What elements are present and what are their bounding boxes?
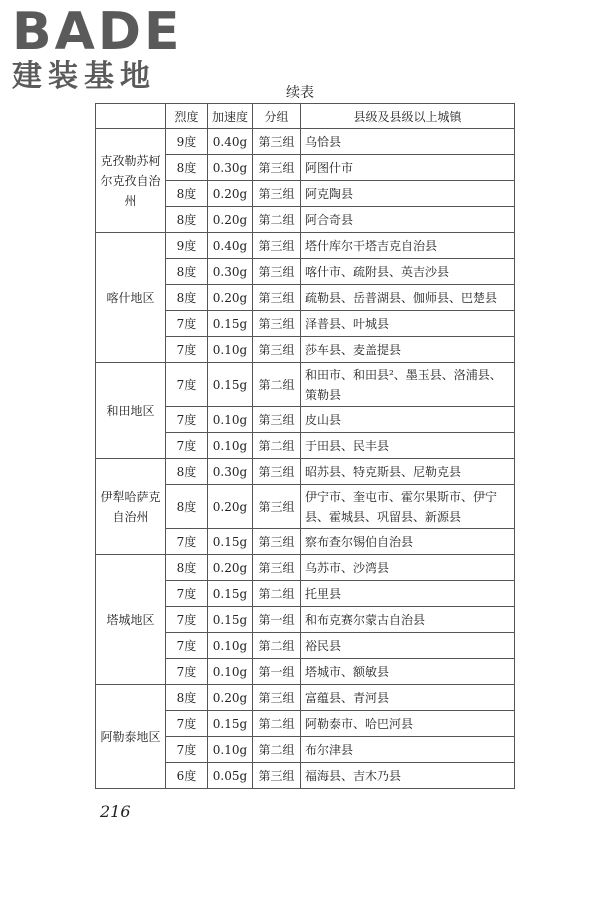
acceleration-cell: 0.15g xyxy=(208,581,253,607)
intensity-cell: 7度 xyxy=(166,581,208,607)
table-row xyxy=(96,233,515,259)
places-cell: 莎车县、麦盖提县 xyxy=(301,337,515,363)
places-cell: 塔城市、额敏县 xyxy=(301,659,515,685)
places-cell: 富蕴县、青河县 xyxy=(301,685,515,711)
intensity-cell: 8度 xyxy=(166,459,208,485)
intensity-cell: 9度 xyxy=(166,233,208,259)
acceleration-cell: 0.40g xyxy=(208,129,253,155)
group-cell: 第三组 xyxy=(253,155,301,181)
acceleration-cell: 0.20g xyxy=(208,285,253,311)
acceleration-cell: 0.15g xyxy=(208,607,253,633)
acceleration-cell: 0.30g xyxy=(208,459,253,485)
intensity-cell: 6度 xyxy=(166,763,208,789)
places-cell: 阿合奇县 xyxy=(301,207,515,233)
intensity-cell: 7度 xyxy=(166,529,208,555)
region-name: 喀什地区 xyxy=(96,233,166,363)
group-cell: 第二组 xyxy=(253,737,301,763)
acceleration-cell: 0.15g xyxy=(208,711,253,737)
acceleration-cell: 0.30g xyxy=(208,259,253,285)
intensity-cell: 7度 xyxy=(166,363,208,407)
places-cell: 乌苏市、沙湾县 xyxy=(301,555,515,581)
places-cell: 乌恰县 xyxy=(301,129,515,155)
intensity-cell: 8度 xyxy=(166,155,208,181)
seismic-table xyxy=(95,103,515,789)
table-row xyxy=(96,363,515,407)
places-cell: 皮山县 xyxy=(301,407,515,433)
intensity-cell: 8度 xyxy=(166,207,208,233)
acceleration-cell: 0.15g xyxy=(208,529,253,555)
group-cell: 第三组 xyxy=(253,129,301,155)
table-row xyxy=(96,459,515,485)
places-cell: 布尔津县 xyxy=(301,737,515,763)
intensity-cell: 7度 xyxy=(166,337,208,363)
group-cell: 第三组 xyxy=(253,233,301,259)
places-cell: 阿勒泰市、哈巴河县 xyxy=(301,711,515,737)
group-cell: 第三组 xyxy=(253,529,301,555)
column-header-region xyxy=(96,104,166,129)
places-cell: 和布克赛尔蒙古自治县 xyxy=(301,607,515,633)
table-caption: 续表 xyxy=(286,85,314,101)
page-number: 216 xyxy=(100,802,131,821)
places-cell: 福海县、吉木乃县 xyxy=(301,763,515,789)
group-cell: 第二组 xyxy=(253,581,301,607)
group-cell: 第三组 xyxy=(253,181,301,207)
table-body xyxy=(96,129,515,789)
intensity-cell: 7度 xyxy=(166,607,208,633)
places-cell: 裕民县 xyxy=(301,633,515,659)
column-header-acceleration: 加速度 xyxy=(208,104,253,129)
acceleration-cell: 0.20g xyxy=(208,555,253,581)
group-cell: 第三组 xyxy=(253,685,301,711)
logo-wordmark: BADE xyxy=(12,2,183,62)
acceleration-cell: 0.20g xyxy=(208,207,253,233)
region-name: 塔城地区 xyxy=(96,555,166,685)
places-cell: 喀什市、疏附县、英吉沙县 xyxy=(301,259,515,285)
group-cell: 第二组 xyxy=(253,363,301,407)
intensity-cell: 8度 xyxy=(166,259,208,285)
region-name: 伊犁哈萨克自治州 xyxy=(96,459,166,555)
places-cell: 昭苏县、特克斯县、尼勒克县 xyxy=(301,459,515,485)
group-cell: 第三组 xyxy=(253,485,301,529)
intensity-cell: 8度 xyxy=(166,485,208,529)
group-cell: 第三组 xyxy=(253,311,301,337)
table-row xyxy=(96,129,515,155)
group-cell: 第三组 xyxy=(253,555,301,581)
acceleration-cell: 0.10g xyxy=(208,737,253,763)
places-cell: 泽普县、叶城县 xyxy=(301,311,515,337)
places-cell: 于田县、民丰县 xyxy=(301,433,515,459)
table-row xyxy=(96,685,515,711)
region-name: 和田地区 xyxy=(96,363,166,459)
group-cell: 第一组 xyxy=(253,659,301,685)
table-header-row xyxy=(96,104,515,129)
intensity-cell: 7度 xyxy=(166,311,208,337)
places-cell: 阿图什市 xyxy=(301,155,515,181)
intensity-cell: 8度 xyxy=(166,285,208,311)
group-cell: 第三组 xyxy=(253,259,301,285)
group-cell: 第二组 xyxy=(253,633,301,659)
group-cell: 第三组 xyxy=(253,285,301,311)
acceleration-cell: 0.10g xyxy=(208,433,253,459)
column-header-group: 分组 xyxy=(253,104,301,129)
intensity-cell: 7度 xyxy=(166,737,208,763)
group-cell: 第三组 xyxy=(253,407,301,433)
column-header-intensity: 烈度 xyxy=(166,104,208,129)
acceleration-cell: 0.20g xyxy=(208,685,253,711)
intensity-cell: 7度 xyxy=(166,711,208,737)
places-cell: 和田市、和田县²、墨玉县、洛浦县、策勒县 xyxy=(301,363,515,407)
places-cell: 疏勒县、岳普湖县、伽师县、巴楚县 xyxy=(301,285,515,311)
acceleration-cell: 0.10g xyxy=(208,633,253,659)
intensity-cell: 7度 xyxy=(166,659,208,685)
acceleration-cell: 0.20g xyxy=(208,485,253,529)
acceleration-cell: 0.15g xyxy=(208,363,253,407)
group-cell: 第三组 xyxy=(253,337,301,363)
group-cell: 第一组 xyxy=(253,607,301,633)
intensity-cell: 9度 xyxy=(166,129,208,155)
bade-logo xyxy=(12,2,187,94)
places-cell: 塔什库尔干塔吉克自治县 xyxy=(301,233,515,259)
acceleration-cell: 0.20g xyxy=(208,181,253,207)
acceleration-cell: 0.15g xyxy=(208,311,253,337)
region-name: 克孜勒苏柯尔克孜自治州 xyxy=(96,129,166,233)
column-header-places: 县级及县级以上城镇 xyxy=(301,104,515,129)
acceleration-cell: 0.10g xyxy=(208,407,253,433)
places-cell: 察布查尔锡伯自治县 xyxy=(301,529,515,555)
region-name: 阿勒泰地区 xyxy=(96,685,166,789)
logo-subtitle: 建装基地 xyxy=(12,59,156,94)
intensity-cell: 7度 xyxy=(166,407,208,433)
places-cell: 托里县 xyxy=(301,581,515,607)
intensity-cell: 8度 xyxy=(166,181,208,207)
group-cell: 第二组 xyxy=(253,711,301,737)
group-cell: 第三组 xyxy=(253,763,301,789)
acceleration-cell: 0.10g xyxy=(208,659,253,685)
places-cell: 伊宁市、奎屯市、霍尔果斯市、伊宁县、霍城县、巩留县、新源县 xyxy=(301,485,515,529)
intensity-cell: 7度 xyxy=(166,433,208,459)
acceleration-cell: 0.30g xyxy=(208,155,253,181)
group-cell: 第二组 xyxy=(253,433,301,459)
intensity-cell: 8度 xyxy=(166,555,208,581)
group-cell: 第三组 xyxy=(253,459,301,485)
intensity-cell: 8度 xyxy=(166,685,208,711)
group-cell: 第二组 xyxy=(253,207,301,233)
places-cell: 阿克陶县 xyxy=(301,181,515,207)
intensity-cell: 7度 xyxy=(166,633,208,659)
acceleration-cell: 0.40g xyxy=(208,233,253,259)
acceleration-cell: 0.05g xyxy=(208,763,253,789)
table-row xyxy=(96,555,515,581)
acceleration-cell: 0.10g xyxy=(208,337,253,363)
